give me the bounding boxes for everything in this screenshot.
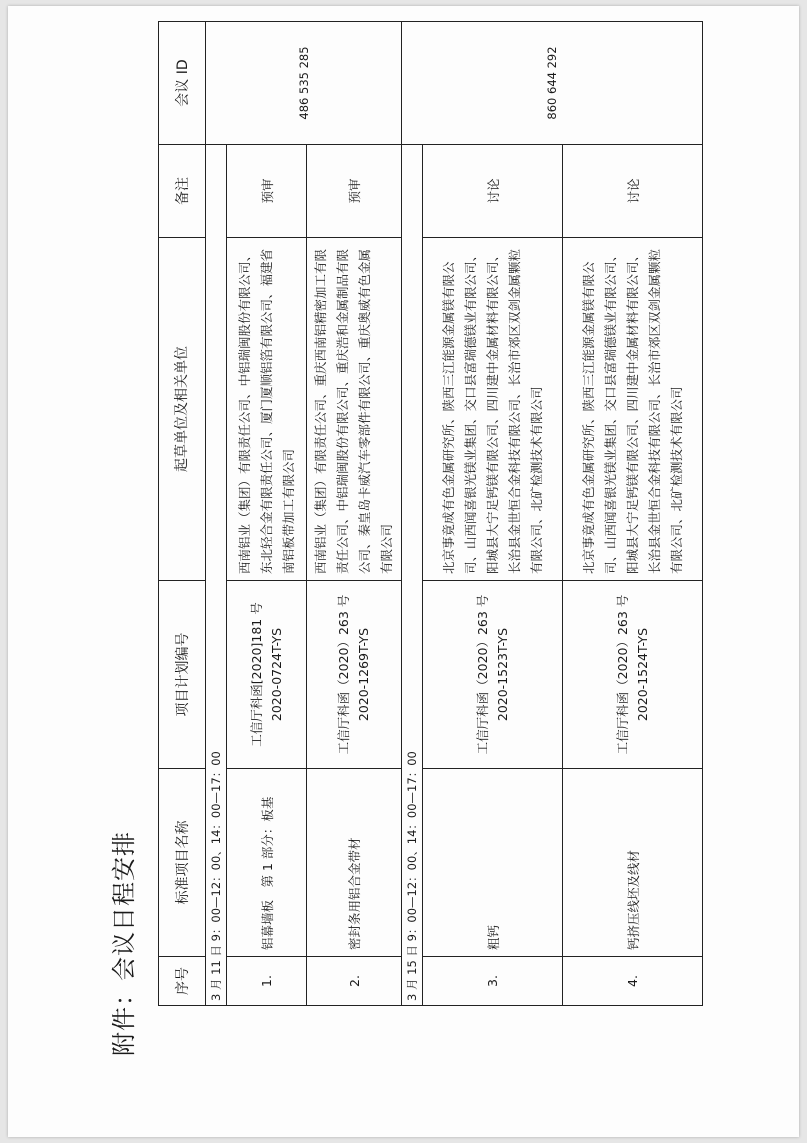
header-name: 标准项目名称 — [159, 769, 206, 957]
table-row — [563, 22, 703, 1006]
row-code: 工信厅科函（2020）263 号 2020-1269T-YS — [307, 581, 402, 769]
row-code: 工信厅科函（2020）263 号 2020-1523T-YS — [423, 581, 563, 769]
rotated-content — [8, 46, 788, 1096]
table-row — [227, 22, 307, 1006]
row-no: 1. — [227, 957, 307, 1006]
row-code: 工信厅科函[2020]181 号 2020-0724T-YS — [227, 581, 307, 769]
header-note: 备注 — [159, 145, 206, 238]
row-note: 讨论 — [563, 145, 703, 238]
session-date: 3 月 15 日 9：00—12：00、14：00—17：00 — [402, 145, 423, 1006]
row-name: 密封条用铝合金带材 — [307, 769, 402, 957]
header-code: 项目计划编号 — [159, 581, 206, 769]
header-row — [159, 22, 206, 1006]
header-no: 序号 — [159, 957, 206, 1006]
session-date-row — [206, 22, 227, 1006]
session-date: 3 月 11 日 9：00—12：00、14：00—17：00 — [206, 145, 227, 1006]
document-page — [8, 6, 799, 1137]
row-note: 预审 — [307, 145, 402, 238]
row-name: 钙挤压线坯及线材 — [563, 769, 703, 957]
meeting-id: 486 535 285 — [206, 22, 402, 145]
row-units: 西南铝业（集团）有限责任公司、中铝瑞闽股份有限公司、东北轻合金有限责任公司、厦门厦顺铝箔有限公司、福建省南铝板带加工有限公司 — [227, 238, 307, 581]
meeting-id: 860 644 292 — [402, 22, 703, 145]
header-units: 起草单位及相关单位 — [159, 238, 206, 581]
row-name: 粗钙 — [423, 769, 563, 957]
header-meeting-id: 会议 ID — [159, 22, 206, 145]
session-date-row — [402, 22, 423, 1006]
row-no: 3. — [423, 957, 563, 1006]
schedule-table — [158, 21, 703, 1006]
row-no: 4. — [563, 957, 703, 1006]
row-units: 北京事竟成有色金属研究所、陕西三江能源金属镁有限公司、山西闻喜银光镁业集团、交口县富瑞德镁业有限公司、阳城县大宁足钙镁有限公司、四川建中金属材料有限公司、长治县金世恒合金科技有限公司、长治市郊区双剑金属颗粒有限公司、北矿检测技术有限公司 — [563, 238, 703, 581]
row-note: 预审 — [227, 145, 307, 238]
table-row — [307, 22, 402, 1006]
row-name: 铝幕墙板 第 1 部分：板基 — [227, 769, 307, 957]
row-code: 工信厅科函（2020）263 号 2020-1524T-YS — [563, 581, 703, 769]
row-note: 讨论 — [423, 145, 563, 238]
table-row — [423, 22, 563, 1006]
page-title: 附件：会议日程安排 — [110, 831, 138, 1056]
row-no: 2. — [307, 957, 402, 1006]
row-units: 北京事竟成有色金属研究所、陕西三江能源金属镁有限公司、山西闻喜银光镁业集团、交口县富瑞德镁业有限公司、阳城县大宁足钙镁有限公司、四川建中金属材料有限公司、长治县金世恒合金科技有限公司、长治市郊区双剑金属颗粒有限公司、北矿检测技术有限公司 — [423, 238, 563, 581]
row-units: 西南铝业（集团）有限责任公司、重庆西南铝精密加工有限责任公司、中铝瑞闽股份有限公司、重庆浩和金属制品有限公司、秦皇岛卡威汽车零部件有限公司、重庆奥威有色金属有限公司 — [307, 238, 402, 581]
